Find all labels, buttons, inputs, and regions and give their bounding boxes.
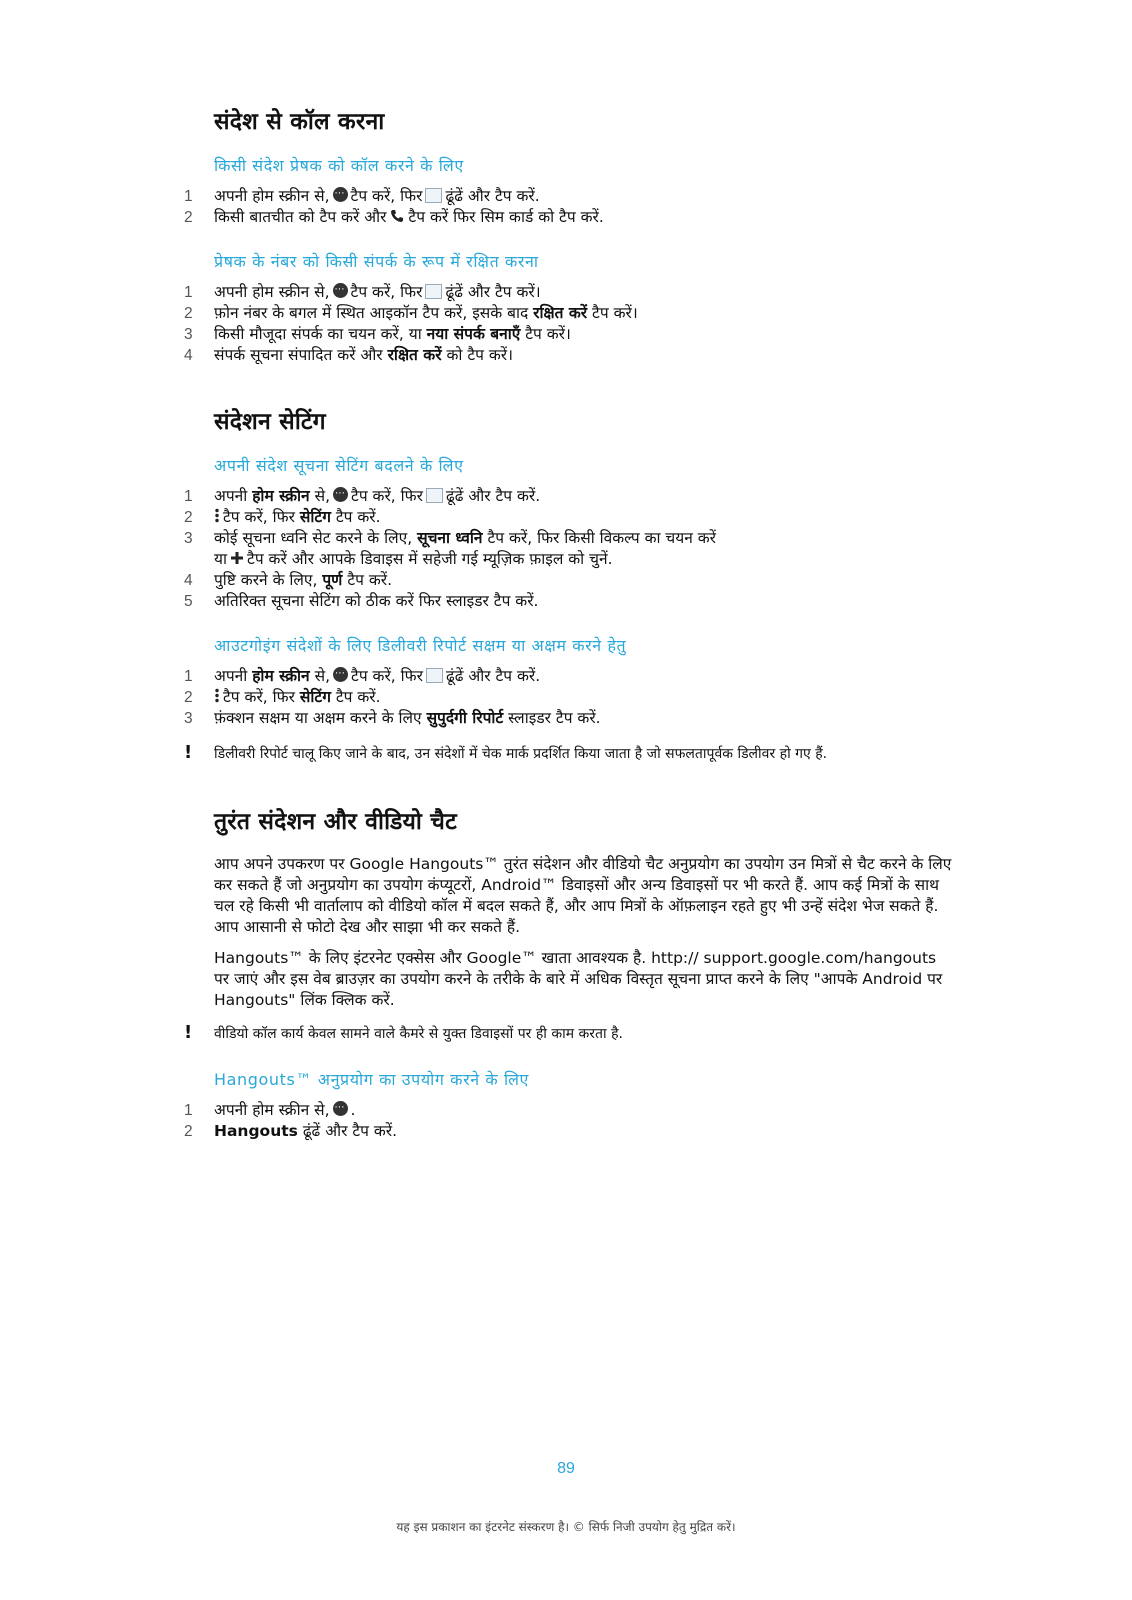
delivery-report-note bbox=[184, 742, 954, 764]
ui-term: नया संपर्क बनाएँ bbox=[426, 325, 521, 343]
step-text: ढूंढें और टैप करें. bbox=[445, 487, 541, 505]
step-text: टैप करें, फिर bbox=[350, 283, 423, 301]
ui-term: सुपुर्दगी रिपोर्ट bbox=[426, 709, 504, 727]
menu-dots-icon bbox=[214, 508, 220, 523]
ui-term: होम स्क्रीन bbox=[252, 487, 310, 505]
steps-save-sender bbox=[184, 282, 954, 366]
section-title-call-from-message: संदेश से कॉल करना bbox=[214, 109, 385, 135]
step-text: किसी मौजूदा संपर्क का चयन करें, या bbox=[214, 325, 422, 343]
step-number: 2 bbox=[184, 1123, 193, 1140]
list-item bbox=[184, 1100, 954, 1121]
note-text: वीडियो कॉल कार्य केवल सामने वाले कैमरे से युक्त डिवाइसों पर ही काम करता है. bbox=[214, 1026, 623, 1042]
plus-icon bbox=[230, 551, 244, 565]
step-number: 1 bbox=[184, 1102, 193, 1119]
step-text: . bbox=[350, 1101, 356, 1119]
step-text: फ़ोन नंबर के बगल में स्थित आइकॉन टैप करें, इसके बाद bbox=[214, 304, 529, 322]
messaging-app-icon bbox=[425, 188, 442, 203]
step-text: या bbox=[214, 550, 228, 568]
step-text: टैप करें. bbox=[335, 508, 381, 526]
step-number: 4 bbox=[184, 572, 193, 589]
ui-term: पूर्ण bbox=[322, 571, 343, 589]
warning-icon: ! bbox=[184, 1022, 193, 1043]
step-text: टैप करें, फिर किसी विकल्प का चयन करें bbox=[487, 529, 717, 547]
messaging-app-icon bbox=[426, 668, 443, 683]
list-item bbox=[184, 186, 954, 207]
page-content bbox=[184, 104, 954, 1164]
messaging-app-icon bbox=[426, 488, 443, 503]
step-text: संपर्क सूचना संपादित करें और bbox=[214, 346, 383, 364]
apps-icon bbox=[333, 187, 348, 202]
step-number: 1 bbox=[184, 284, 193, 301]
ui-term: होम स्क्रीन bbox=[252, 667, 310, 685]
step-number: 2 bbox=[184, 509, 193, 526]
subsection-title-notification-settings: अपनी संदेश सूचना सेटिंग बदलने के लिए bbox=[214, 456, 464, 475]
apps-icon bbox=[333, 283, 348, 298]
step-text: अपनी bbox=[214, 667, 248, 685]
subsection-title-save-sender: प्रेषक के नंबर को किसी संपर्क के रूप में रक्षित करना bbox=[214, 252, 539, 271]
step-number: 2 bbox=[184, 305, 193, 322]
steps-notification-settings bbox=[184, 486, 954, 612]
step-text: कोई सूचना ध्वनि सेट करने के लिए, bbox=[214, 529, 413, 547]
steps-delivery-report bbox=[184, 666, 954, 729]
hangouts-intro-paragraph: आप अपने उपकरण पर Google Hangouts™ तुरंत संदेशन और वीडियो चैट अनुप्रयोग का उपयोग उन मित्रों से चैट करने के लिए कर सकते हैं जो अनुप्रयोग का उपयोग कंप्यूटरों, Android™ डिवाइसों और अन्य डिवाइसों पर भी करते हैं. आप कई मित्रों के साथ चल रहे किसी भी वार्तालाप को वीडियो कॉल में बदल सकते हैं, और आप मित्रों के ऑफ़लाइन रहते हुए भी उन्हें संदेश भेज सकते हैं. आप आसानी से फोटो देख और साझा भी कर सकते हैं. bbox=[214, 855, 952, 936]
subsection-title-call-sender: किसी संदेश प्रेषक को कॉल करने के लिए bbox=[214, 156, 464, 175]
step-number: 2 bbox=[184, 689, 193, 706]
list-item bbox=[184, 666, 954, 687]
step-text: टैप करें, फिर bbox=[223, 688, 295, 706]
step-text: ढूंढें और टैप करें. bbox=[445, 187, 540, 205]
step-text: ढूंढें और टैप करें. bbox=[302, 1122, 398, 1140]
list-item bbox=[184, 207, 954, 228]
steps-call-sender bbox=[184, 186, 954, 228]
list-item bbox=[184, 324, 954, 345]
step-number: 4 bbox=[184, 347, 193, 364]
phone-icon bbox=[389, 208, 405, 224]
step-text: अपनी होम स्क्रीन से, bbox=[214, 1101, 330, 1119]
step-text: टैप करें, फिर bbox=[351, 487, 423, 505]
list-item bbox=[184, 486, 954, 507]
list-item bbox=[184, 687, 954, 708]
step-text: अपनी होम स्क्रीन से, bbox=[214, 283, 330, 301]
step-text: टैप करें फिर सिम कार्ड को टैप करें. bbox=[408, 208, 604, 226]
apps-icon bbox=[333, 667, 348, 682]
ui-term: रक्षित करें bbox=[387, 346, 442, 364]
ui-term: सेटिंग bbox=[299, 508, 331, 526]
step-text: को टैप करें। bbox=[446, 346, 513, 364]
step-text: अतिरिक्त सूचना सेटिंग को ठीक करें फिर स्लाइडर टैप करें. bbox=[214, 592, 539, 610]
ui-term: सूचना ध्वनि bbox=[417, 529, 483, 547]
list-item bbox=[184, 1121, 954, 1142]
step-text: पुष्टि करने के लिए, bbox=[214, 571, 318, 589]
step-text: टैप करें. bbox=[335, 688, 381, 706]
step-text: टैप करें। bbox=[592, 304, 638, 322]
ui-term: Hangouts bbox=[214, 1122, 298, 1140]
step-number: 2 bbox=[184, 209, 193, 226]
step-text: ढूंढें और टैप करें। bbox=[445, 283, 541, 301]
ui-term: रक्षित करें bbox=[533, 304, 588, 322]
subsection-title-delivery-report: आउटगोइंग संदेशों के लिए डिलीवरी रिपोर्ट सक्षम या अक्षम करने हेतु bbox=[214, 636, 627, 655]
step-text: टैप करें. bbox=[347, 571, 393, 589]
list-item bbox=[184, 282, 954, 303]
step-text: से, bbox=[314, 667, 331, 685]
note-text: डिलीवरी रिपोर्ट चालू किए जाने के बाद, उन संदेशों में चेक मार्क प्रदर्शित किया जाता है जो सफलतापूर्वक डिलीवर हो गए हैं. bbox=[214, 746, 828, 762]
apps-icon bbox=[333, 1101, 348, 1116]
step-text: स्लाइडर टैप करें. bbox=[508, 709, 601, 727]
section-title-messaging-settings: संदेशन सेटिंग bbox=[214, 409, 326, 435]
list-item bbox=[184, 507, 954, 528]
warning-icon: ! bbox=[184, 742, 193, 763]
step-text: ढूंढें और टैप करें. bbox=[445, 667, 541, 685]
step-text: से, bbox=[314, 487, 331, 505]
step-number: 3 bbox=[184, 530, 193, 547]
steps-use-hangouts bbox=[184, 1100, 954, 1142]
list-item bbox=[184, 345, 954, 366]
ui-term: सेटिंग bbox=[299, 688, 331, 706]
apps-icon bbox=[333, 487, 348, 502]
video-call-note bbox=[184, 1022, 954, 1044]
step-text: अपनी होम स्क्रीन से, bbox=[214, 187, 330, 205]
page-number: 89 bbox=[557, 1460, 575, 1477]
step-number: 1 bbox=[184, 188, 193, 205]
list-item bbox=[184, 708, 954, 729]
hangouts-requirements-paragraph: Hangouts™ के लिए इंटरनेट एक्सेस और Google™ खाता आवश्यक है. http:// support.google.com/hangouts पर जाएं और इस वेब ब्राउज़र का उपयोग करने के तरीके के बारे में अधिक विस्तृत सूचना प्राप्त करने के लिए "आपके Android पर Hangouts" लिंक क्लिक करें. bbox=[214, 949, 943, 1009]
step-number: 3 bbox=[184, 710, 193, 727]
step-number: 1 bbox=[184, 488, 193, 505]
subsection-title-use-hangouts: Hangouts™ अनुप्रयोग का उपयोग करने के लिए bbox=[214, 1070, 529, 1089]
step-text: टैप करें, फिर bbox=[223, 508, 295, 526]
step-text: टैप करें, फिर bbox=[350, 187, 423, 205]
step-text: टैप करें और आपके डिवाइस में सहेजी गई म्यूज़िक फ़ाइल को चुनें. bbox=[247, 550, 613, 568]
step-number: 3 bbox=[184, 326, 193, 343]
step-text: अपनी bbox=[214, 487, 248, 505]
messaging-app-icon bbox=[425, 284, 442, 299]
section-title-instant-messaging: तुरंत संदेशन और वीडियो चैट bbox=[214, 809, 457, 835]
step-text: किसी बातचीत को टैप करें और bbox=[214, 208, 387, 226]
list-item bbox=[184, 528, 954, 570]
step-text: फ़ंक्शन सक्षम या अक्षम करने के लिए bbox=[214, 709, 422, 727]
list-item bbox=[184, 570, 954, 591]
step-text: टैप करें, फिर bbox=[351, 667, 423, 685]
list-item bbox=[184, 591, 954, 612]
page-footer: यह इस प्रकाशन का इंटरनेट संस्करण है। © सिर्फ निजी उपयोग हेतु मुद्रित करें। bbox=[396, 1520, 736, 1534]
step-text: टैप करें। bbox=[525, 325, 571, 343]
step-number: 1 bbox=[184, 668, 193, 685]
step-number: 5 bbox=[184, 593, 193, 610]
list-item bbox=[184, 303, 954, 324]
menu-dots-icon bbox=[214, 688, 220, 703]
